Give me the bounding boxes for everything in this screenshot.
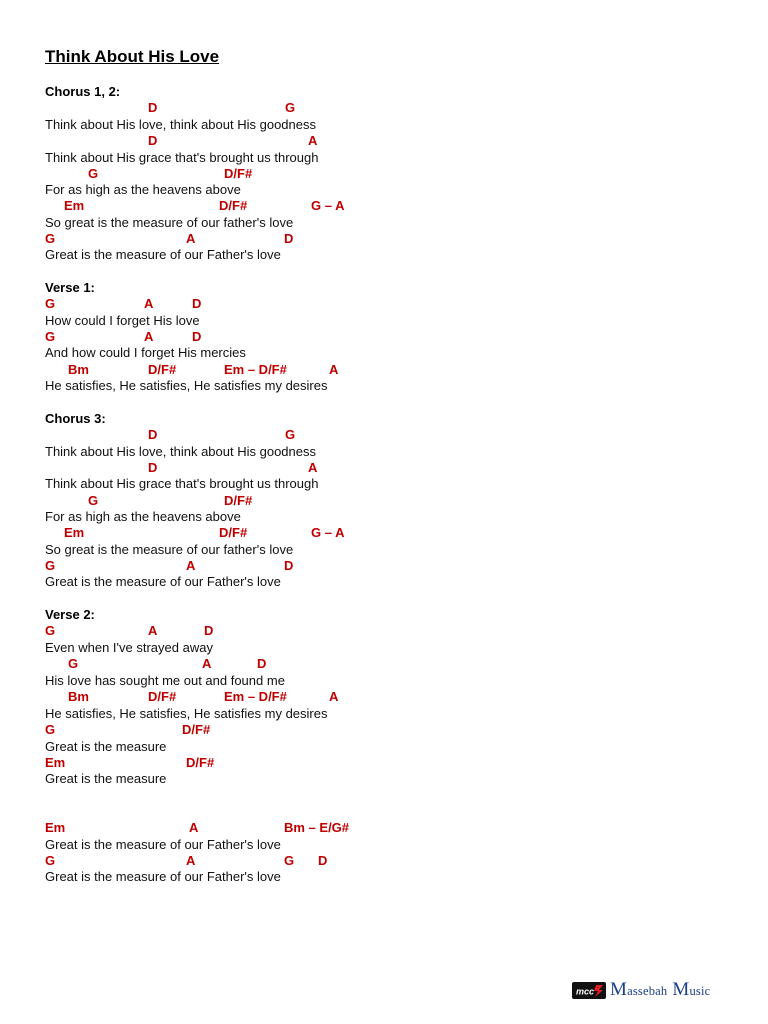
chord: G [285, 427, 296, 442]
lyric-line: Great is the measure of our Father's love [45, 869, 281, 884]
chord: Em [45, 820, 66, 835]
lyric-line: For as high as the heavens above [45, 182, 241, 197]
logo-cap-m2: M [672, 979, 690, 1000]
chord: D [284, 558, 294, 573]
chord: G [88, 493, 99, 508]
chord: A [329, 362, 339, 377]
lyric-line: He satisfies, He satisfies, He satisfies my desires [45, 378, 328, 393]
chord: D/F# [224, 493, 253, 508]
massebah-music-logo [572, 980, 710, 1000]
chord: D/F# [186, 755, 215, 770]
lyric-line: And how could I forget His mercies [45, 345, 246, 360]
chord: Bm [68, 689, 89, 704]
chord: A [144, 296, 154, 311]
chord: G [285, 100, 296, 115]
chord: A [186, 231, 196, 246]
section-heading-chorus-1-2: Chorus 1, 2: [45, 84, 121, 99]
chord: D/F# [219, 525, 248, 540]
section-heading-verse-2: Verse 2: [45, 607, 95, 622]
chord: D/F# [219, 198, 248, 213]
chord: A [186, 558, 196, 573]
chord: G – A [311, 525, 345, 540]
lyric-line: Even when I've strayed away [45, 640, 213, 655]
chord: G [68, 656, 79, 671]
lyric-line: Great is the measure of our Father's love [45, 837, 281, 852]
section-heading-chorus-3: Chorus 3: [45, 411, 106, 426]
lyric-line: Great is the measure of our Father's love [45, 574, 281, 589]
chord: Bm [68, 362, 89, 377]
logo-cap-m: M [610, 979, 628, 1000]
chord: G [45, 853, 56, 868]
chord: A [202, 656, 212, 671]
song-title: Think About His Love [45, 47, 220, 66]
chord: D [318, 853, 328, 868]
logo-word-usic: usic [689, 984, 711, 998]
chord: Em – D/F# [224, 362, 287, 377]
lyric-line: His love has sought me out and found me [45, 673, 285, 688]
chord: A [329, 689, 339, 704]
lyric-line: So great is the measure of our father's love [45, 542, 294, 557]
chord: D [257, 656, 267, 671]
chord: D [284, 231, 294, 246]
section-heading-verse-1: Verse 1: [45, 280, 95, 295]
chord: D [148, 427, 158, 442]
chord: D [148, 133, 158, 148]
lyric-line: Great is the measure [45, 739, 167, 754]
chord: Em [64, 198, 85, 213]
chord: A [308, 460, 318, 475]
chord: D [204, 623, 214, 638]
chord: Bm – E/G# [284, 820, 350, 835]
lyric-line: Great is the measure of our Father's love [45, 247, 281, 262]
chord: D [192, 296, 202, 311]
lyric-line: He satisfies, He satisfies, He satisfies my desires [45, 706, 328, 721]
chord: D/F# [148, 362, 177, 377]
chord: G [45, 722, 56, 737]
chord: G [284, 853, 295, 868]
chord: G [88, 166, 99, 181]
lyric-line: For as high as the heavens above [45, 509, 241, 524]
lyric-line: How could I forget His love [45, 313, 200, 328]
chord: Em [45, 755, 66, 770]
lyric-line: Think about His love, think about His goodness [45, 444, 316, 459]
mcc-badge-text: mcc [576, 986, 595, 996]
chord: A [186, 853, 196, 868]
lyric-line: Think about His grace that's brought us through [45, 476, 319, 491]
chord: G [45, 231, 56, 246]
chord: Em [64, 525, 85, 540]
lyric-line: Think about His love, think about His goodness [45, 117, 316, 132]
logo-word-assebah: assebah [627, 984, 668, 998]
lyric-line: So great is the measure of our father's love [45, 215, 294, 230]
chord: Em – D/F# [224, 689, 287, 704]
lyric-line: Think about His grace that's brought us through [45, 150, 319, 165]
chord: G [45, 296, 56, 311]
chord: D [148, 460, 158, 475]
chord: G [45, 623, 56, 638]
chord: A [308, 133, 318, 148]
chord: G – A [311, 198, 345, 213]
lyric-line: Great is the measure [45, 771, 167, 786]
mcc-logo-badge [572, 982, 606, 999]
chord: G [45, 329, 56, 344]
chord: D/F# [224, 166, 253, 181]
chord: D/F# [182, 722, 211, 737]
chord: D/F# [148, 689, 177, 704]
chord: D [148, 100, 158, 115]
chord: D [192, 329, 202, 344]
logo-wordmark [610, 979, 710, 1001]
chord: A [148, 623, 158, 638]
chord: A [144, 329, 154, 344]
chord: A [189, 820, 199, 835]
chord: G [45, 558, 56, 573]
